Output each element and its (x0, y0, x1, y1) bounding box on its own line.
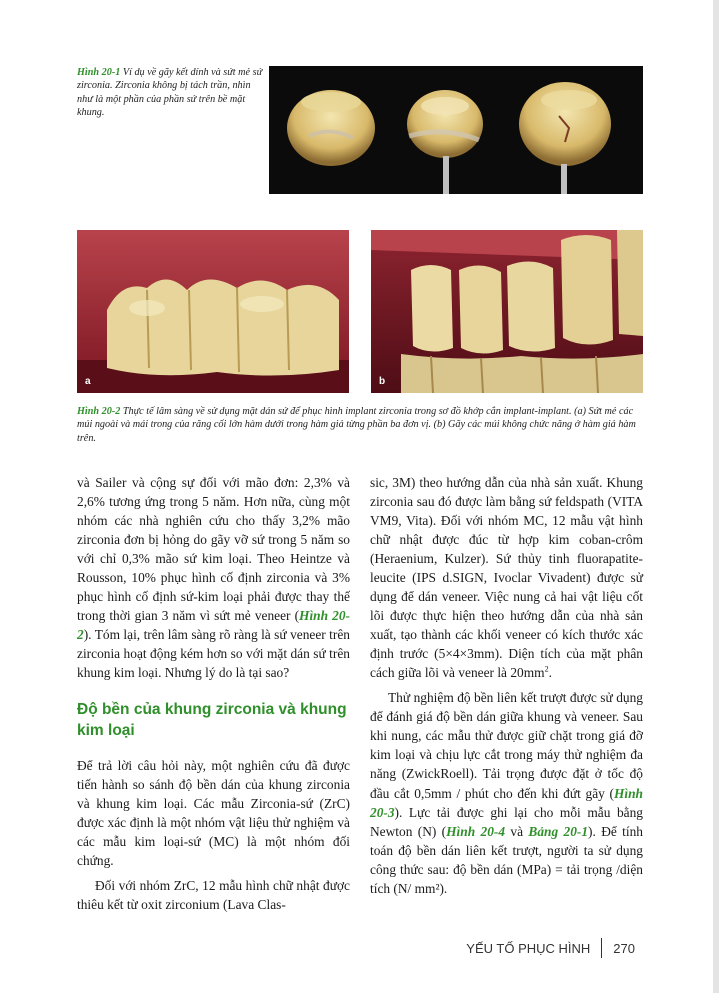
figure-1-photo-crowns (269, 66, 643, 194)
table-reference: Bảng 20-1 (528, 823, 589, 839)
paragraph-text: ). Để tính toán độ bền dán liên kết trượt, người ta sử dụng công thức sau: độ bền dán (MPa) = tải trọng /diện tích (N/ mm²). (370, 823, 643, 896)
paragraph (370, 688, 643, 897)
page-number: 270 (613, 940, 635, 956)
paragraph-text: và Sailer và cộng sự đối với mão đơn: 2,3% và 2,6% tương ứng trong 5 năm. Hơn nữa, cùng một nhóm các nhà nghiên cứu cho thấy 3,2% mão zirconia đơn bị hỏng do gãy vỡ sứ trong 5 năm so với chỉ 0,3% mão sứ kim loại. Theo Heintze và Rousson, 10% phục hình cố định zirconia và 3% phục hình cố định sứ-kim loại phải được thay thế trong thời gian 3 năm vì sứt mẻ veneer ( (77, 475, 350, 624)
paragraph: Đối với nhóm ZrC, 12 mẫu hình chữ nhật được thiêu kết từ oxit zirconium (Lava Clas- (77, 878, 350, 913)
section-heading: Độ bền của khung zirconia và khung kim loại (77, 701, 347, 740)
figure-2-label: Hình 20-2 (77, 406, 121, 417)
paragraph-text: và (505, 823, 529, 839)
paragraph-text: ). Tóm lại, trên lâm sàng rõ ràng là sứ veneer trên zirconia hoạt động kém hơn so với mặt dán sứ trên khung kim loại. Nhưng lý do là tại sao? (77, 627, 350, 681)
body-column-right (370, 473, 643, 898)
paragraph-text: ). Lực tải được ghi lại cho mỗi mẫu bằng Newton (N) ( (370, 804, 643, 839)
body-column-left (77, 473, 350, 914)
paragraph-text: Thử nghiệm độ bền liên kết trượt được sử dụng để đánh giá độ bền dán giữa khung và veneer. Sau khi nung, các mẫu thử được giữ chặt trong giá đỡ kim loại và chịu lực cắt trong máy thử nghiệm đa năng (ZwickRoell). Tải trọng được đặt ở tốc độ đầu cắt 0,5mm / phút cho đến khi đứt gãy ( (370, 690, 643, 801)
figure-2-caption-text: Thực tế lâm sàng về sử dụng mặt dán sứ để phục hình implant zirconia trong sơ đồ khớp cắn implant-implant. (a) Sứt mẻ các múi ngoài và mái trong của răng cối lớn hàm dưới trong hàm giả từng phần ba đơn vị. (b) Gãy các múi không chức năng ở hàm giả hàm trên. (77, 406, 636, 444)
page-footer (466, 938, 635, 958)
figure-1-caption-text: Ví dụ về gãy kết dính và sứt mẻ sứ zirconia. Zirconia không bị tách trần, nhìn như là một phần của phần sứ trên bề mặt khung. (77, 67, 263, 118)
footer-divider (601, 938, 602, 958)
figure-reference: Hình 20-2 (77, 608, 350, 643)
superscript: 2 (544, 664, 549, 674)
page-edge (713, 0, 719, 993)
figure-1-label: Hình 20-1 (77, 67, 121, 78)
paragraph: Để trả lời câu hỏi này, một nghiên cứu đã được tiến hành so sánh độ bền dán của khung zirconia và khung kim loại. Các mẫu Zirconia-sứ (ZrC) được xác định là một nhóm vật liệu thử nghiệm và các mẫu kim loại-sứ (MC) là một nhóm đối chứng. (77, 758, 350, 869)
figure-1-caption (77, 66, 265, 119)
figure-2-caption (77, 405, 645, 445)
running-section-title: YẾU TỐ PHỤC HÌNH (466, 940, 591, 956)
paragraph (77, 473, 350, 682)
paragraph (370, 473, 643, 682)
paragraph-text: . (548, 665, 552, 681)
panel-label-a: a (85, 376, 91, 387)
figure-2-photo-b (371, 230, 643, 393)
paragraph-text: sic, 3M) theo hướng dẫn của nhà sản xuất. Khung zirconia sau đó được làm bằng sứ feldspath (VITA VM9, Vita). Đối với nhóm MC, 12 mẫu vật hình chữ nhật được đúc từ hợp kim coban-crôm (Heraenium, Kulzer). Sứ thủy tinh fluorapatite-leucite (IPS d.SIGN, Ivoclar Vivadent) được sử dụng để dán veneer. Việc nung cả hai vật liệu cốt lõi được thực hiện theo hướng dẫn của nhà sản xuất, tạo thành các khối veneer có kích thước xác định trước (5×4×3mm). Diện tích của mặt phân cách giữa lõi và veneer là 20mm (370, 475, 643, 681)
panel-label-b: b (379, 376, 386, 387)
figure-2-photo-a (77, 230, 349, 393)
figure-reference: Hình 20-3 (370, 785, 643, 820)
figure-reference: Hình 20-4 (446, 823, 506, 839)
